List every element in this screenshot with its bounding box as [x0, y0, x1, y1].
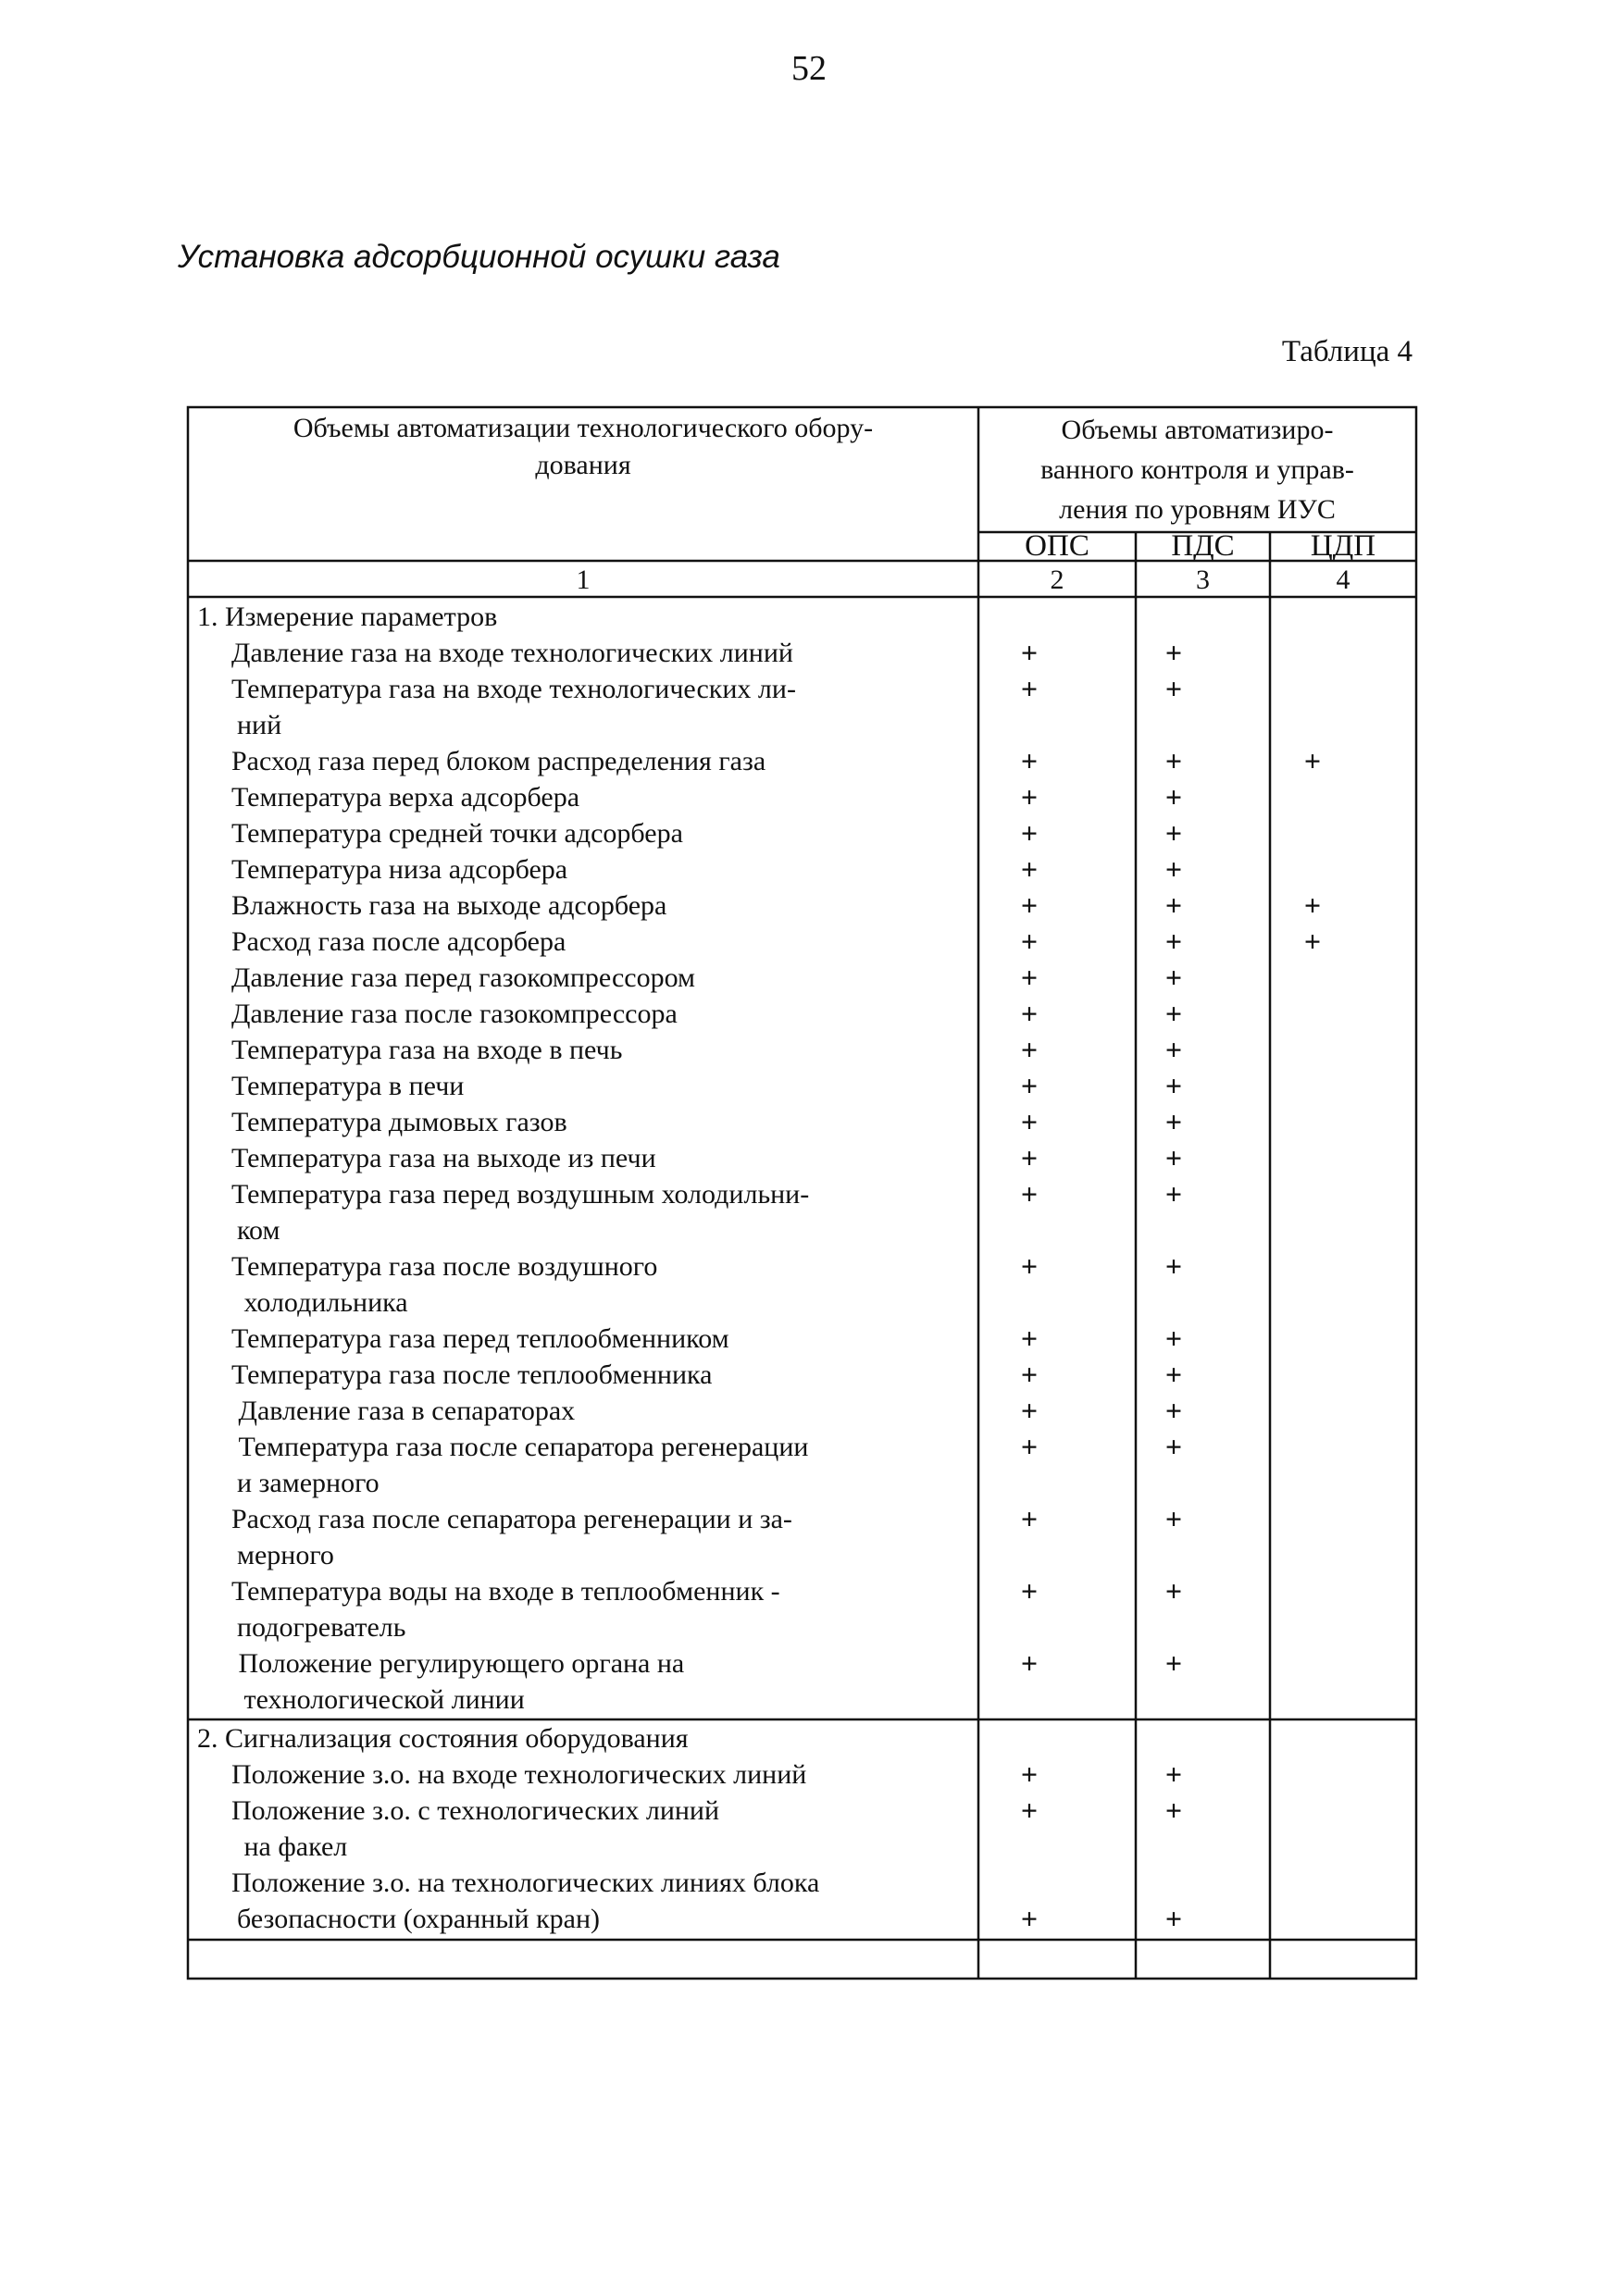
mark-pds: +	[1164, 925, 1183, 958]
row-label-line: Температура газа перед воздушным холодильни-	[231, 1179, 810, 1210]
row-label-line: технологической линии	[237, 1684, 525, 1715]
row-label-line: Температура газа после теплообменника	[231, 1359, 713, 1390]
row-label-line: Температура в печи	[231, 1071, 465, 1101]
row-label-line: холодильника	[237, 1287, 408, 1318]
mark-pds: +	[1164, 1757, 1183, 1791]
header-level-ops: ОПС	[1025, 529, 1089, 563]
header-number-3: 3	[1196, 565, 1210, 595]
section-title-row: 1. Измерение параметров	[197, 602, 498, 632]
header-col1	[188, 410, 978, 484]
header-number-1: 1	[576, 565, 591, 595]
mark-pds: +	[1164, 816, 1183, 850]
mark-ops: +	[1020, 1069, 1039, 1102]
mark-ops: +	[1020, 672, 1039, 705]
mark-pds: +	[1164, 1646, 1183, 1680]
mark-ops: +	[1020, 780, 1039, 813]
mark-ops: +	[1020, 1757, 1039, 1791]
mark-pds: +	[1164, 1358, 1183, 1391]
mark-pds: +	[1164, 780, 1183, 813]
row-label-line: мерного	[237, 1540, 334, 1570]
row-label-line: на факел	[237, 1831, 348, 1862]
mark-ops: +	[1020, 1141, 1039, 1174]
mark-pds: +	[1164, 1249, 1183, 1283]
page-number: 52	[791, 49, 827, 88]
mark-pds: +	[1164, 1502, 1183, 1535]
mark-pds: +	[1164, 888, 1183, 922]
row-label-line: Температура газа после воздушного	[231, 1251, 658, 1282]
row-label-line: Температура газа перед теплообменником	[231, 1323, 729, 1354]
mark-pds: +	[1164, 672, 1183, 705]
mark-pds: +	[1164, 1033, 1183, 1066]
mark-ops: +	[1020, 997, 1039, 1030]
header-number-4: 4	[1336, 565, 1350, 595]
mark-pds: +	[1164, 636, 1183, 669]
header-number-2: 2	[1050, 565, 1064, 595]
row-label-line: Температура верха адсорбера	[231, 782, 580, 813]
mark-ops: +	[1020, 1249, 1039, 1283]
mark-ops: +	[1020, 1394, 1039, 1427]
header-col1-line: дования	[535, 450, 631, 480]
header-level-cdp: ЦДП	[1310, 529, 1376, 563]
row-label-line: Давление газа в сепараторах	[231, 1396, 576, 1426]
row-label-line: Влажность газа на выходе адсорбера	[231, 890, 667, 921]
row-label-line: Положение з.о. с технологических линий	[231, 1795, 720, 1826]
mark-ops: +	[1020, 1177, 1039, 1210]
mark-ops: +	[1020, 888, 1039, 922]
header-level-pds: ПДС	[1171, 529, 1235, 563]
mark-pds: +	[1164, 1141, 1183, 1174]
mark-cdp: +	[1303, 925, 1322, 958]
mark-pds: +	[1164, 1105, 1183, 1138]
row-label-line: Положение з.о. на входе технологических линий	[231, 1759, 807, 1790]
mark-pds: +	[1164, 1322, 1183, 1355]
mark-cdp: +	[1303, 888, 1322, 922]
mark-ops: +	[1020, 1574, 1039, 1607]
row-label-line: Давление газа на входе технологических линий	[231, 638, 793, 668]
row-label-line: Температура газа на входе в печь	[231, 1035, 623, 1065]
row-label-line: и замерного	[237, 1468, 380, 1498]
row-label-line: Расход газа перед блоком распределения газа	[231, 746, 766, 776]
mark-ops: +	[1020, 1033, 1039, 1066]
row-label-line: Температура газа на входе технологических ли-	[231, 674, 796, 704]
mark-ops: +	[1020, 1793, 1039, 1827]
row-label-line: Температура газа на выходе из печи	[231, 1143, 656, 1173]
table-caption: Таблица 4	[1281, 335, 1413, 368]
row-label-line: Температура дымовых газов	[231, 1107, 567, 1137]
row-label-line: Расход газа после сепаратора регенерации и за-	[231, 1504, 792, 1534]
row-label-line: подогреватель	[237, 1612, 406, 1643]
mark-ops: +	[1020, 961, 1039, 994]
mark-ops: +	[1020, 744, 1039, 777]
mark-pds: +	[1164, 997, 1183, 1030]
mark-ops: +	[1020, 816, 1039, 850]
mark-pds: +	[1164, 1430, 1183, 1463]
mark-pds: +	[1164, 1394, 1183, 1427]
header-group-line: Объемы автоматизиро-	[1061, 415, 1334, 445]
section-title-row: 2. Сигнализация состояния оборудования	[197, 1723, 689, 1754]
mark-pds: +	[1164, 1902, 1183, 1935]
mark-ops: +	[1020, 1430, 1039, 1463]
mark-ops: +	[1020, 1902, 1039, 1935]
row-label-line: ком	[237, 1215, 280, 1246]
row-label-line: Давление газа перед газокомпрессором	[231, 962, 696, 993]
row-label-line: Положение регулирующего органа на	[231, 1648, 685, 1679]
row-label-line: Давление газа после газокомпрессора	[231, 999, 678, 1029]
mark-ops: +	[1020, 1322, 1039, 1355]
mark-pds: +	[1164, 744, 1183, 777]
section-title: Установка адсорбционной осушки газа	[178, 239, 780, 275]
mark-ops: +	[1020, 1502, 1039, 1535]
mark-ops: +	[1020, 1646, 1039, 1680]
mark-ops: +	[1020, 925, 1039, 958]
header-group	[978, 410, 1416, 529]
mark-pds: +	[1164, 961, 1183, 994]
row-label-line: Температура газа после сепаратора регенерации	[231, 1432, 809, 1462]
row-label-line: безопасности (охранный кран)	[237, 1904, 601, 1934]
row-label-line: Температура средней точки адсорбера	[231, 818, 683, 849]
mark-ops: +	[1020, 852, 1039, 886]
mark-ops: +	[1020, 1105, 1039, 1138]
header-group-line: ванного контроля и управ-	[1040, 454, 1354, 485]
mark-pds: +	[1164, 1793, 1183, 1827]
mark-ops: +	[1020, 1358, 1039, 1391]
row-label-line: Положение з.о. на технологических линиях блока	[231, 1868, 820, 1898]
mark-cdp: +	[1303, 744, 1322, 777]
header-col1-line: Объемы автоматизации технологического обору-	[292, 413, 874, 443]
header-group-line: ления по уровням ИУС	[1059, 494, 1336, 525]
mark-pds: +	[1164, 852, 1183, 886]
mark-pds: +	[1164, 1574, 1183, 1607]
row-label-line: Температура воды на входе в теплообменник -	[231, 1576, 780, 1607]
row-label-line: Температура низа адсорбера	[231, 854, 568, 885]
mark-pds: +	[1164, 1069, 1183, 1102]
mark-ops: +	[1020, 636, 1039, 669]
row-label-line: Расход газа после адсорбера	[231, 926, 566, 957]
mark-pds: +	[1164, 1177, 1183, 1210]
row-label-line: ний	[237, 710, 282, 740]
